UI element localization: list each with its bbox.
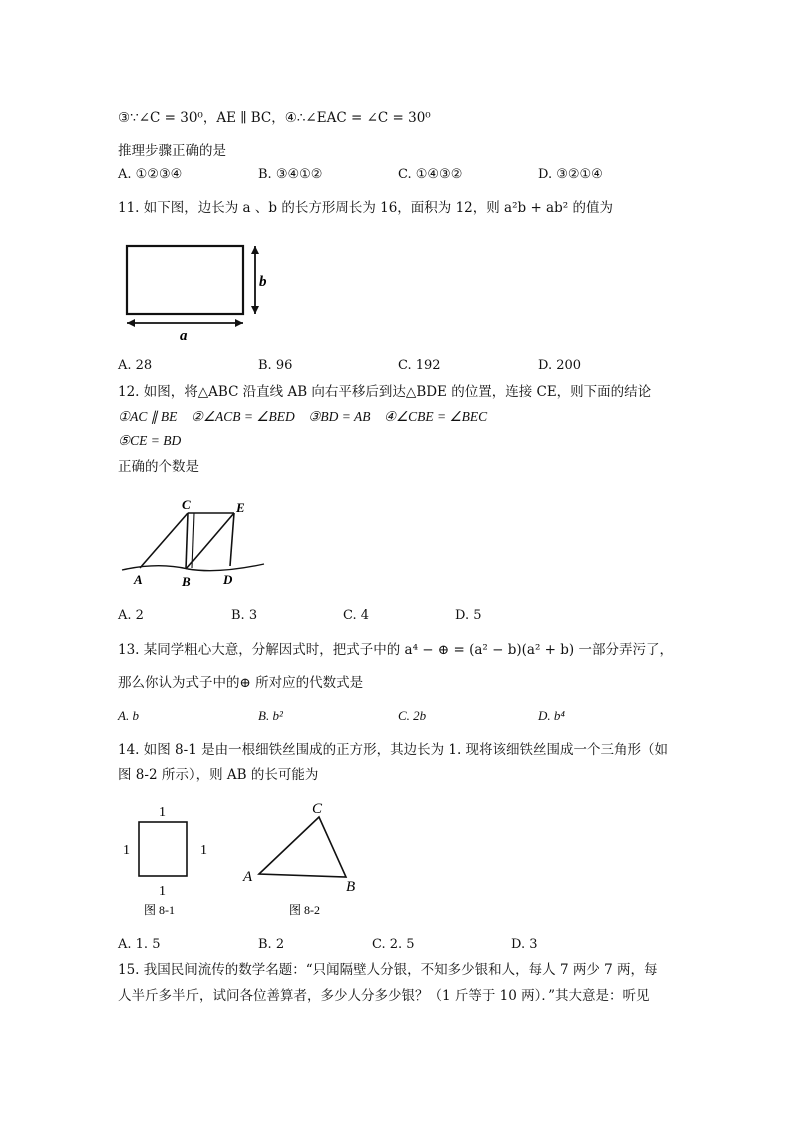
q13-text: 13. 某同学粗心大意，分解因式时，把式子中的 a⁴ − ⊕ = (a² − b)(a² + b) 一部分弄污了， [118,642,673,658]
q12-segment-ed [230,513,234,566]
q14-caption-8-2: 图 8-2 [289,903,320,917]
q11-option-d[interactable]: D. 200 [538,358,582,373]
q12-segment-cb [186,513,188,569]
q12-option-b[interactable]: B. 3 [231,608,258,623]
q13-option-a[interactable]: A. b [118,708,139,723]
q12-conclusions-2: ⑤CE = BD [118,433,182,448]
q13-text-2: 那么你认为式子中的⊕ 所对应的代数式是 [118,675,364,691]
q11-option-c[interactable]: C. 192 [398,358,441,373]
q13-option-c[interactable]: C. 2b [398,708,427,723]
q14-square-right-label: 1 [200,843,207,858]
q10-option-a[interactable]: A. ①②③④ [118,167,183,182]
q14-text: 14. 如图 8-1 是由一根细铁丝围成的正方形，其边长为 1. 现将该细铁丝围成一个三角形（如 [118,742,669,758]
q12-option-c[interactable]: C. 4 [343,608,370,623]
q12-point-d: D [223,572,233,587]
q12-point-c: C [182,497,191,512]
q11-label-b: b [259,274,267,290]
q12-point-a: A [134,572,143,587]
q14-option-b[interactable]: B. 2 [258,937,285,952]
q10-option-d[interactable]: D. ③②①④ [538,167,603,182]
q12-point-b: B [182,574,191,589]
q12-option-d[interactable]: D. 5 [455,608,482,623]
q13-option-b[interactable]: B. b² [258,708,283,723]
q12-segment-ac [140,513,188,568]
q12-translation-figure [118,492,268,596]
q10-option-c[interactable]: C. ①④③② [398,167,463,182]
q12-conclusions-1: ①AC ∥ BE ②∠ACB = ∠BED ③BD = AB ④∠CBE = ∠BEC [118,409,488,424]
q14-option-a[interactable]: A. 1. 5 [118,937,161,952]
q14-square-left-label: 1 [123,843,130,858]
q15-text: 15. 我国民间流传的数学名题：“只闻隔壁人分银，不知多少银和人，每人 7 两少 7 两，每 [118,962,658,978]
q12-option-a[interactable]: A. 2 [118,608,144,623]
q14-square-top-label: 1 [159,805,166,820]
q14-point-c: C [312,801,323,817]
q14-text-2: 图 8-2 所示），则 AB 的长可能为 [118,767,319,783]
q12-text: 12. 如图，将△ABC 沿直线 AB 向右平移后到达△BDE 的位置，连接 CE，则下面的结论 [118,384,652,400]
q11-rectangle-figure [118,240,278,344]
q11-text: 11. 如下图，边长为 a 、b 的长方形周长为 16，面积为 12，则 a²b + ab² 的值为 [118,200,613,216]
q14-option-c[interactable]: C. 2. 5 [372,937,415,952]
q15-text-2: 人半斤多半斤，试问各位善算者，多少人分多少银？（1 斤等于 10 两）．”其大意是：听见 [118,988,650,1004]
q14-point-b: B [346,879,356,895]
q10-prompt: 推理步骤正确的是 [118,143,226,159]
q11-option-a[interactable]: A. 28 [118,358,153,373]
q12-point-e: E [236,500,245,515]
q14-figures [118,796,378,926]
q14-square-bottom-label: 1 [159,884,166,899]
q11-option-b[interactable]: B. 96 [258,358,293,373]
q12-prompt: 正确的个数是 [118,459,199,475]
q10-option-b[interactable]: B. ③④①② [258,167,323,182]
q14-triangle [259,817,346,877]
q14-square [139,822,187,876]
q14-point-a: A [243,869,253,885]
q14-caption-8-1: 图 8-1 [144,903,175,917]
q11-rectangle [127,246,243,314]
q11-label-a: a [180,328,188,344]
q10-steps: ③∵∠C = 30⁰，AE ∥ BC，④∴∠EAC = ∠C = 30⁰ [118,110,431,126]
q13-option-d[interactable]: D. b⁴ [538,708,565,723]
q14-option-d[interactable]: D. 3 [511,937,538,952]
